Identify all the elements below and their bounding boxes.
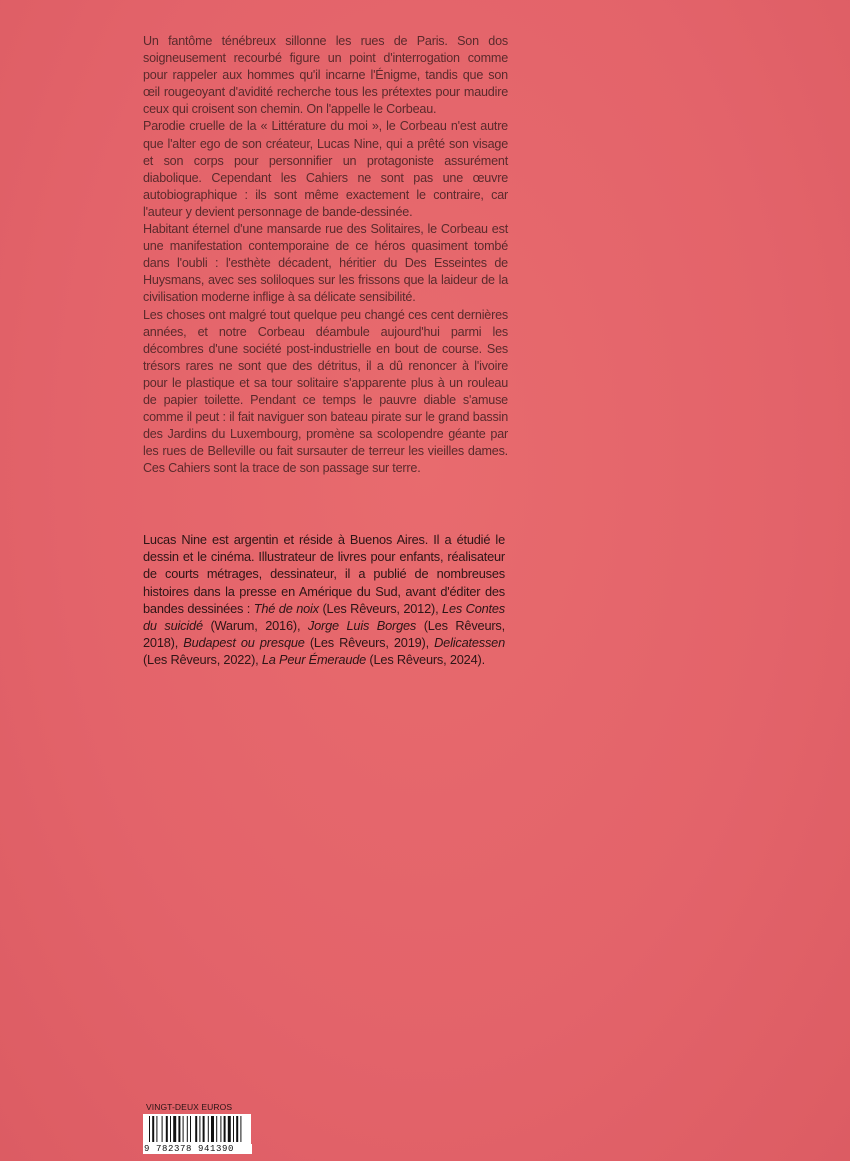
description-paragraph-1: Un fantôme ténébreux sillonne les rues de Paris. Son dos soigneusement recourbé figure un point d'interrogation comme pour rappeler aux hommes qu'il incarne l'Énigme, tandis que son œil rougeoyant d'avidité recherche tous les prétextes pour maudire ceux qui croisent son chemin. On l'appelle le Corbeau. bbox=[143, 34, 508, 117]
description-paragraph-3: Habitant éternel d'une mansarde rue des Solitaires, le Corbeau est une manifestation contemporaine de ce héros quasiment tombé dans l'oubli : l'esthète décadent, héritier du Des Esseintes de Huysmans, avec ses soliloques sur les frissons que la laideur de la civilisation moderne inflige à sa délicate sensibilité. bbox=[143, 222, 508, 305]
bio-title-3: Jorge Luis Borges bbox=[307, 618, 417, 634]
bio-text-1: Lucas Nine est argentin et réside à Buenos Aires. Il a étudié le dessin et le cinéma. Illustrateur de livres pour enfants, réalisateur de courts métrages, dessinateur, il a publié de nombreuses histoires dans la presse en Amérique du Sud, avant d'éditer des bandes dessinées : bbox=[143, 532, 505, 616]
bio-title-5: Delicatessen bbox=[434, 635, 505, 651]
description-text bbox=[143, 33, 508, 477]
description-paragraph-2: Parodie cruelle de la « Littérature du moi », le Corbeau n'est autre que l'alter ego de son créateur, Lucas Nine, qui a prêté son visage et son corps pour personnifier un protagoniste assurément diabolique. Cependant les Cahiers ne sont pas une œuvre autobiographique : ils sont même exactement le contraire, car l'auteur y devient personnage de bande-dessinée. bbox=[143, 119, 508, 219]
bio-title-4: Budapest ou presque bbox=[183, 635, 305, 651]
bio-text-5: (Les Rêveurs, 2019), bbox=[304, 635, 435, 651]
barcode-digits: 9 782378 941390 bbox=[143, 1144, 252, 1154]
bio-text-3: (Warum, 2016), bbox=[202, 618, 308, 634]
description-paragraph-4: Les choses ont malgré tout quelque peu changé ces cent dernières années, et notre Corbeau déambule aujourd'hui parmi les décombres d'une société post-industrielle en bout de course. Ses trésors rares ne sont que des détritus, il a dû renoncer à l'ivoire pour le plastique et sa tour solitaire s'apparente plus à un rouleau de papier toilette. Pendant ce temps le pauvre diable s'amuse comme il peut : il fait naviguer son bateau pirate sur le grand bassin des Jardins du Luxembourg, promène sa scolopendre géante par les rues de Belleville ou fait sursauter de terreur les vieilles dames. Ces Cahiers sont la trace de son passage sur terre. bbox=[143, 307, 508, 476]
bio-title-2: Les Contes du suicidé bbox=[143, 600, 505, 634]
bio-text-2: (Les Rêveurs, 2012), bbox=[318, 600, 443, 616]
barcode bbox=[143, 1114, 251, 1154]
bio-text-7: (Les Rêveurs, 2024). bbox=[366, 652, 485, 668]
bio-text-4: (Les Rêveurs, 2018), bbox=[143, 618, 505, 651]
author-bio bbox=[143, 531, 505, 669]
price-label: VINGT-DEUX EUROS bbox=[146, 1102, 233, 1112]
bio-title-6: La Peur Émeraude bbox=[261, 652, 367, 668]
bio-text-6: (Les Rêveurs, 2022), bbox=[143, 652, 262, 668]
bio-title-1: Thé de noix bbox=[253, 600, 319, 616]
barcode-icon bbox=[143, 1114, 251, 1144]
